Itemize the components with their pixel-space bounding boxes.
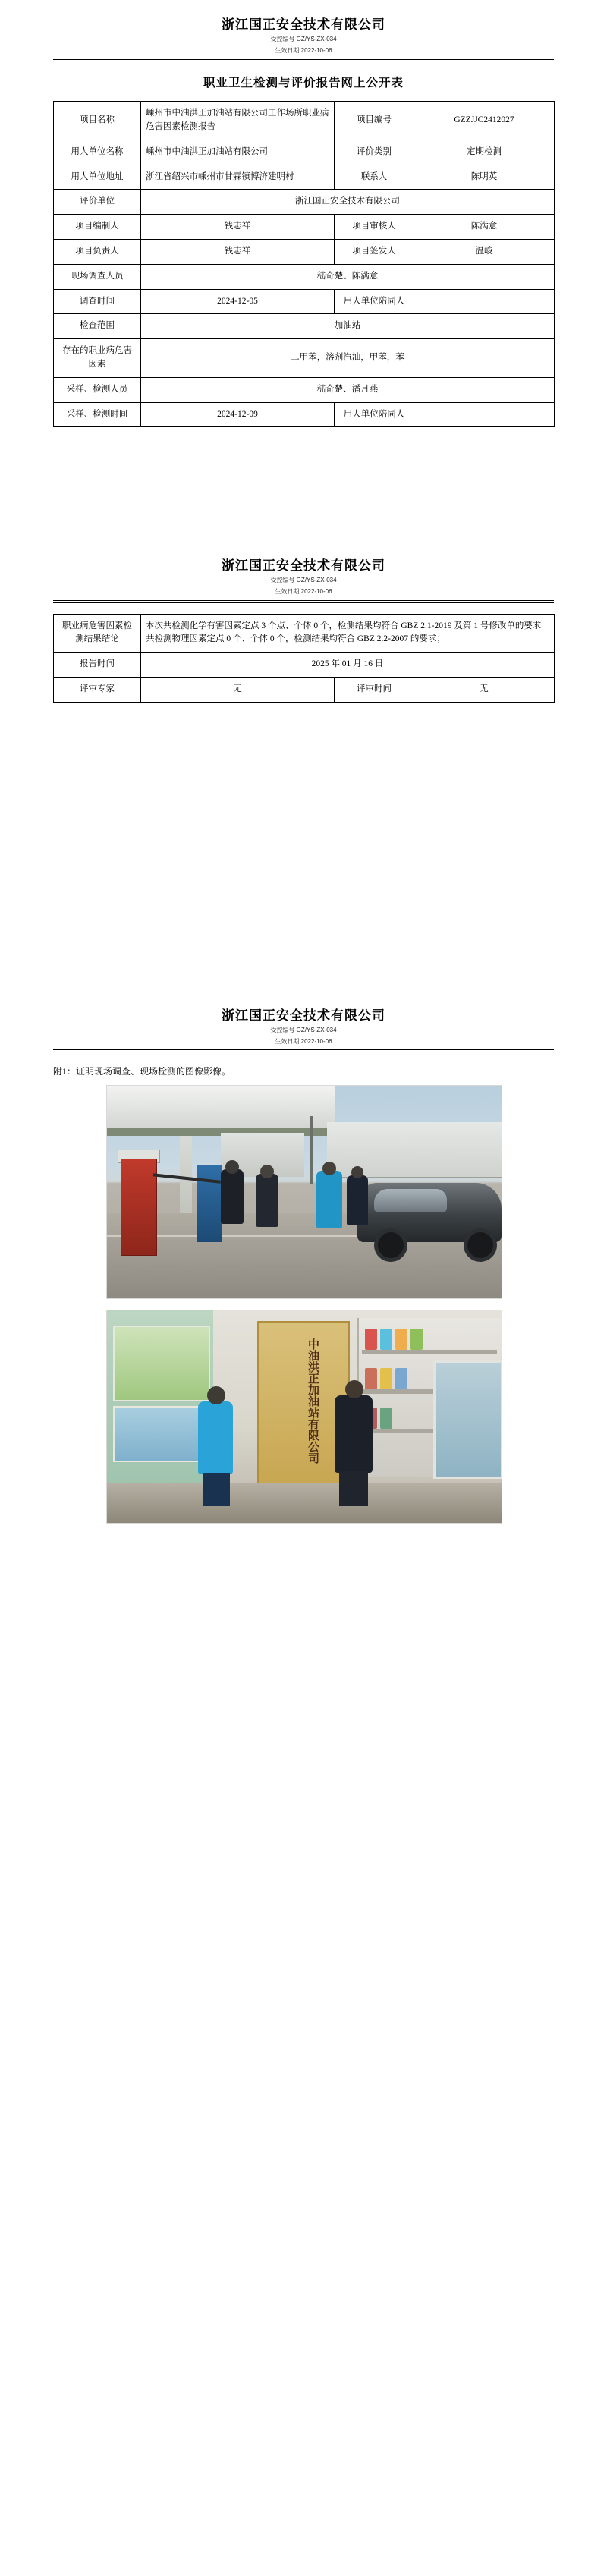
page-break-1	[0, 427, 607, 541]
sample-escort-label: 用人单位陪同人	[335, 402, 414, 427]
control-no-page3: 受控编号 GZ/YS-ZX-034	[270, 1026, 337, 1033]
wall-mural-top	[113, 1326, 210, 1401]
page-bottom-spacer	[0, 1534, 607, 1648]
check-scope-label: 检查范围	[54, 314, 141, 339]
table-row	[54, 215, 555, 240]
sampler-label: 采样、检测人员	[54, 377, 141, 402]
page-title: 职业卫生检测与评价报告网上公开表	[203, 77, 404, 90]
org-title-page2: 浙江国正安全技术有限公司	[222, 558, 385, 574]
header-divider-page3	[53, 1049, 554, 1052]
employer-escort-value	[414, 289, 555, 314]
signer-value: 温峻	[414, 239, 555, 264]
eval-type-label: 评价类别	[335, 140, 414, 165]
person-6-legs	[339, 1471, 368, 1506]
conclusion-value: 本次共检测化学有害因素定点 3 个点、个体 0 个，检测结果均符合 GBZ 2.1-2019 及第 1 号修改单的要求 共检测物理因素定点 0 个、个体 0 个，检测结果均符合 GBZ 2.2-2007 的要求；	[141, 614, 555, 653]
goods-item	[365, 1368, 377, 1389]
eval-type-value: 定期检测	[414, 140, 555, 165]
table-row	[54, 377, 555, 402]
person-6-body	[335, 1395, 373, 1473]
contact-value: 陈明英	[414, 165, 555, 190]
page-break-2b	[0, 816, 607, 930]
project-name-value: 嵊州市中油洪正加油站有限公司工作场所职业病危害因素检测报告	[141, 102, 335, 140]
fuel-dispenser-2-shape	[197, 1165, 222, 1242]
car-wheel-rear-shape	[464, 1228, 497, 1262]
org-title-page1: 浙江国正安全技术有限公司	[222, 17, 385, 32]
review-expert-label: 评审专家	[54, 678, 141, 703]
page-2	[0, 541, 607, 702]
leader-label: 项目负责人	[54, 239, 141, 264]
reviewer-label: 项目审核人	[335, 215, 414, 240]
control-no-page2: 受控编号 GZ/YS-ZX-034	[270, 577, 337, 584]
table-row	[54, 140, 555, 165]
goods-item	[395, 1368, 407, 1389]
reviewer-value: 陈满意	[414, 215, 555, 240]
site-inspection-photo-1	[106, 1085, 502, 1299]
beverage-fridge-shape	[433, 1360, 502, 1479]
control-no-page1: 受控编号 GZ/YS-ZX-034	[270, 36, 337, 42]
table-row	[54, 190, 555, 215]
effective-date-page1: 生效日期 2022-10-06	[275, 46, 332, 54]
car-window-shape	[374, 1189, 447, 1212]
employer-escort-label: 用人单位陪同人	[335, 289, 414, 314]
company-banner-text: 中油洪正加油站有限公司	[307, 1338, 319, 1464]
fuel-dispenser-shape	[121, 1159, 157, 1256]
review-time-value: 无	[414, 678, 555, 703]
person-5-head	[207, 1386, 225, 1404]
person-1-body	[221, 1169, 244, 1224]
employer-address-value: 浙江省绍兴市嵊州市甘霖镇博济建明村	[141, 165, 335, 190]
check-scope-value: 加油站	[141, 314, 555, 339]
person-2-body	[256, 1174, 278, 1227]
table-row	[54, 239, 555, 264]
person-1-head	[225, 1160, 239, 1174]
survey-time-value: 2024-12-05	[141, 289, 335, 314]
compiler-label: 项目编制人	[54, 215, 141, 240]
goods-item	[410, 1329, 423, 1350]
effective-date-page3: 生效日期 2022-10-06	[275, 1037, 332, 1045]
floor-shape	[107, 1483, 502, 1523]
eval-unit-value: 浙江国正安全技术有限公司	[141, 190, 555, 215]
effective-date-page2: 生效日期 2022-10-06	[275, 588, 332, 596]
page-3	[0, 991, 607, 1524]
table-row	[54, 289, 555, 314]
conclusion-table	[53, 614, 555, 703]
survey-time-label: 调查时间	[54, 289, 141, 314]
attachment-title: 附1：证明现场调查、现场检测的图像影像。	[53, 1065, 231, 1077]
table-row	[54, 402, 555, 427]
leader-value: 钱志祥	[141, 239, 335, 264]
person-4-body	[347, 1175, 368, 1225]
page-break-2	[0, 703, 607, 816]
photo-gallery	[106, 1085, 501, 1524]
report-time-value: 2025 年 01 月 16 日	[141, 653, 555, 678]
goods-item	[380, 1368, 392, 1389]
table-row	[54, 678, 555, 703]
table-row	[54, 614, 555, 653]
table-row	[54, 314, 555, 339]
conclusion-label: 职业病危害因素检测结果结论	[54, 614, 141, 653]
signer-label: 项目签发人	[335, 239, 414, 264]
person-5-legs	[203, 1473, 230, 1506]
person-5-body	[198, 1401, 233, 1474]
contact-label: 联系人	[335, 165, 414, 190]
report-time-label: 报告时间	[54, 653, 141, 678]
goods-item	[380, 1408, 392, 1429]
wall-mural-bottom	[113, 1406, 210, 1462]
sample-time-label: 采样、检测时间	[54, 402, 141, 427]
header-divider-page2	[53, 600, 554, 603]
site-inspection-photo-2	[106, 1310, 502, 1524]
person-3-body	[316, 1171, 342, 1228]
sample-time-value: 2024-12-09	[141, 402, 335, 427]
site-staff-value: 嵇奇楚、陈满意	[141, 264, 555, 289]
info-table	[53, 101, 555, 427]
site-staff-label: 现场调查人员	[54, 264, 141, 289]
canopy-shape	[107, 1086, 335, 1131]
org-title-page3: 浙江国正安全技术有限公司	[222, 1008, 385, 1023]
project-no-label: 项目编号	[335, 102, 414, 140]
review-expert-value: 无	[141, 678, 335, 703]
person-4-head	[351, 1166, 363, 1178]
employer-name-value: 嵊州市中油洪正加油站有限公司	[141, 140, 335, 165]
table-row	[54, 264, 555, 289]
hazard-factor-value: 二甲苯，溶剂汽油，甲苯，苯	[141, 339, 555, 378]
review-time-label: 评审时间	[335, 678, 414, 703]
table-row	[54, 339, 555, 378]
person-6-head	[345, 1380, 363, 1398]
goods-item	[365, 1329, 377, 1350]
goods-item	[380, 1329, 392, 1350]
project-no-value: GZZJJC2412027	[414, 102, 555, 140]
project-name-label: 项目名称	[54, 102, 141, 140]
shelf-row-1	[362, 1350, 497, 1354]
sampler-value: 嵇奇楚、潘月燕	[141, 377, 555, 402]
person-3-head	[322, 1162, 336, 1175]
sample-escort-value	[414, 402, 555, 427]
employer-name-label: 用人单位名称	[54, 140, 141, 165]
light-pole-shape	[310, 1116, 313, 1184]
person-2-head	[260, 1165, 274, 1178]
table-row	[54, 653, 555, 678]
eval-unit-label: 评价单位	[54, 190, 141, 215]
page-break-2c	[0, 930, 607, 991]
table-row	[54, 165, 555, 190]
header-divider-page1	[53, 59, 554, 62]
goods-item	[395, 1329, 407, 1350]
employer-address-label: 用人单位地址	[54, 165, 141, 190]
table-row	[54, 102, 555, 140]
compiler-value: 钱志祥	[141, 215, 335, 240]
car-wheel-front-shape	[374, 1228, 407, 1262]
page-1	[0, 0, 607, 427]
hazard-factor-label: 存在的职业病危害因素	[54, 339, 141, 378]
